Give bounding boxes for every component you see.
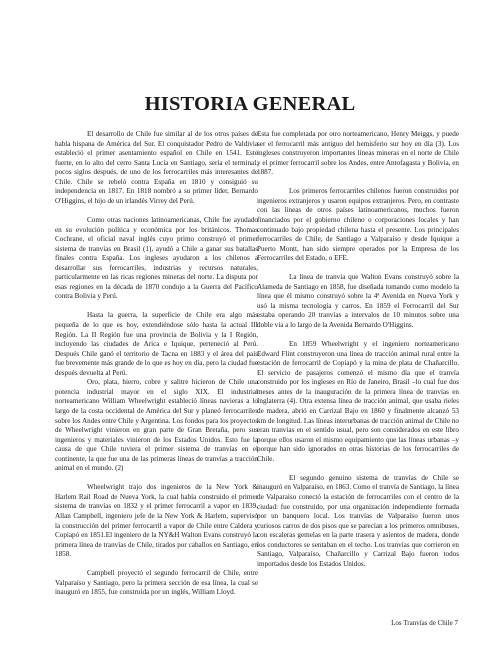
left-column (55, 130, 258, 608)
page-title: HISTORIA GENERAL (144, 93, 356, 115)
paragraph: Los primeros ferrocarriles chilenos fueron construidos por ingenieros extranjeros y usaron equipos extranjeros. Pero, en contraste con las líneas de otros países latinoamericanos, muchos fueron financiados por el gobierno chileno o corporaciones locales y han continuado bajo propiedad chilena hasta el presente. Los principales ferrocarriles de Chile, de Santiago a Valparaíso y desde Iquique a Puerto Montt, han sido siempre operados por la Empresa de los Ferrocarriles del Estado, o EFE. (257, 187, 459, 263)
paragraph: Campbell proyectó el segundo ferrocarril de Chile, entre Valparaíso y Santiago, pero la primera sección de esa línea, la cual se inauguró en 1855, fue construida por un inglés, William Lloyd. (55, 569, 258, 597)
paragraph: Como otras naciones latinoamericanas, Chile fue ayudado en su evolución política y económica por los británicos. Thomas Cochrane, el oficial naval inglés cuyo primo construyó el primer sistema de tranvías en Brasil (1), ayudó a Chile a ganar sus batallas finales contra España. Los ingleses ayudaron a los chilenos a desarrollar sus ferrocarriles, industrias y recursos naturales, particularmente en las ricas regiones mineras del norte. La disputa por esas regiones en la década de 1870 condujo a la Guerra del Pacífico contra Bolivia y Perú. (55, 215, 258, 301)
paragraph: Wheelwright trajo dos ingenieros de la New York & Harlem Rail Road de Nueva York, la cual había construido el primer sistema de tranvías en 1832 y el primer ferrocarril a vapor en 1839. Allan Campbell, ingeniero jefe de la New York & Harlem, supervisó la construcción del primer ferrocarril a vapor de Chile entre Caldera y Copiapó en 1851.El ingeniero de la NY&H Walton Evans construyó la primera línea de tranvías de Chile, tirados por caballos en Santiago, en 1858. (55, 483, 258, 559)
paragraph: El segundo genuino sistema de tranvías de Chile se inauguró en Valparaíso, en 1863. Como el tranvía de Santiago, la línea de Valparaíso conectó la estación de ferrocarriles con el centro de la ciudad: fue construido, por una organización independiente formada por un banquero local. Los tranvías de Valparaíso fueron unos curiosos carros de dos pisos que se parecían a los primeros omnibuses, con escaleras gemelas en la parte trasera y asientos de madera, donde los conductores se sentaban en el techo. Los tranvías que corrieron en Santiago, Valparaíso, Chañarcillo y Carrizal Bajo fueron todos importados desde los Estados Unidos. (257, 473, 459, 568)
right-column (257, 130, 459, 579)
paragraph: Esta fue completada por otro norteamericano, Henry Meiggs, y puede ser el ferrocarril más antiguo del hemisferio sur hoy en día (3). Los ingleses construyeron importantes líneas mineras en el norte de Chile y el primer ferrocarril sobre los Andes, entre Antofagasta y Bolivia, en 1887. (257, 130, 459, 177)
page-footer: Los Tranvías de Chile 7 (391, 619, 458, 627)
paragraph: Oro, plata, hierro, cobre y salitre hicieron de Chile una potencia industrial mayor en el siglo XIX. El industrial norteamericano William Wheelwright estableció líneas navieras a lo largo de la costa occidental de América del Sur y planeó ferrocarriles sobre los Andes entre Chile y Argentina. Los fondos para los proyectos de Wheelwright vinieron en gran parte de Gran Bretaña, pero sus ingenieros y materiales vinieron de los Estados Unidos. Esto fue la causa de que Chile tuviera el primer sistema de tranvías en el continente, la que fue una de las primeras líneas de tranvías a tracción animal en el mundo. (2) (55, 378, 258, 473)
paragraph: En 1859 Wheelwright y el ingeniero norteamericano Edward Flint construyeron una línea de tracción animal rural entre la estación de ferrocarril de Copiapó y la mina de plata de Chañarcillo. El servicio de pasajeros comenzó el mismo día que el tranvía construido por los ingleses en Río de Janeiro, Brasil –lo cual fue dos meses antes de la inauguración de la primera línea de tranvías en Inglaterra (4). Otra extensa línea de tracción animal, que usaba rieles de madera, abrió en Carrizal Bajo en 1860 y finalmente alcanzó 53 km de longitud. Las líneas interurbanas de tracción animal de Chile no eran tranvías en el sentido usual, pero son considerados en este libro porque ellos usaron el mismo equipamiento que las líneas urbanas –y porque han sido ignorados en otras historias de los ferrocarriles de Chile. (257, 340, 459, 463)
paragraph: El desarrollo de Chile fue similar al de los otros países de habla hispana de América del Sur. El conquistador Pedro de Valdivia estableció el primer asentamiento español en Chile en 1541. Este fuerte, en lo alto del cerro Santa Lucía en Santiago, sería el terminal, pocos siglos después, de uno de los ferrocarriles más interesantes de Chile. Chile se rebeló contra España en 1810 y consiguió su independencia en 1817. En 1818 nombró a su primer líder, Bernardo O'Higgins, el hijo de un irlandés Virrey del Perú. (55, 130, 258, 205)
paragraph: Hasta la guerra, la superficie de Chile era algo más pequeña de lo que es hoy, extendiéndose sólo hasta la actual III Región. La II Región fue una provincia de Bolivia y la I Región, incluyendo las ciudades de Arica e Iquique, perteneció al Perú. Después Chile ganó el territorio de Tacna en 1883 y el área del país fue brevemente más grande de lo que es hoy en día, pero la ciudad fue después devuelta al Perú. (55, 311, 258, 377)
paragraph: La línea de tranvía que Walton Evans construyó sobre la Alameda de Santiago en 1858, fue diseñada tomando como modelo la línea que él mismo construyó sobre la 4ª Avenida en Nueva York y usó la misma tecnología y carros. En 1859 el Ferrocarril del Sur estaba operando 20 tranvías a intervalos de 10 minutos sobre una doble vía a lo largo de la Avenida Bernardo O'Higgins. (257, 273, 459, 330)
